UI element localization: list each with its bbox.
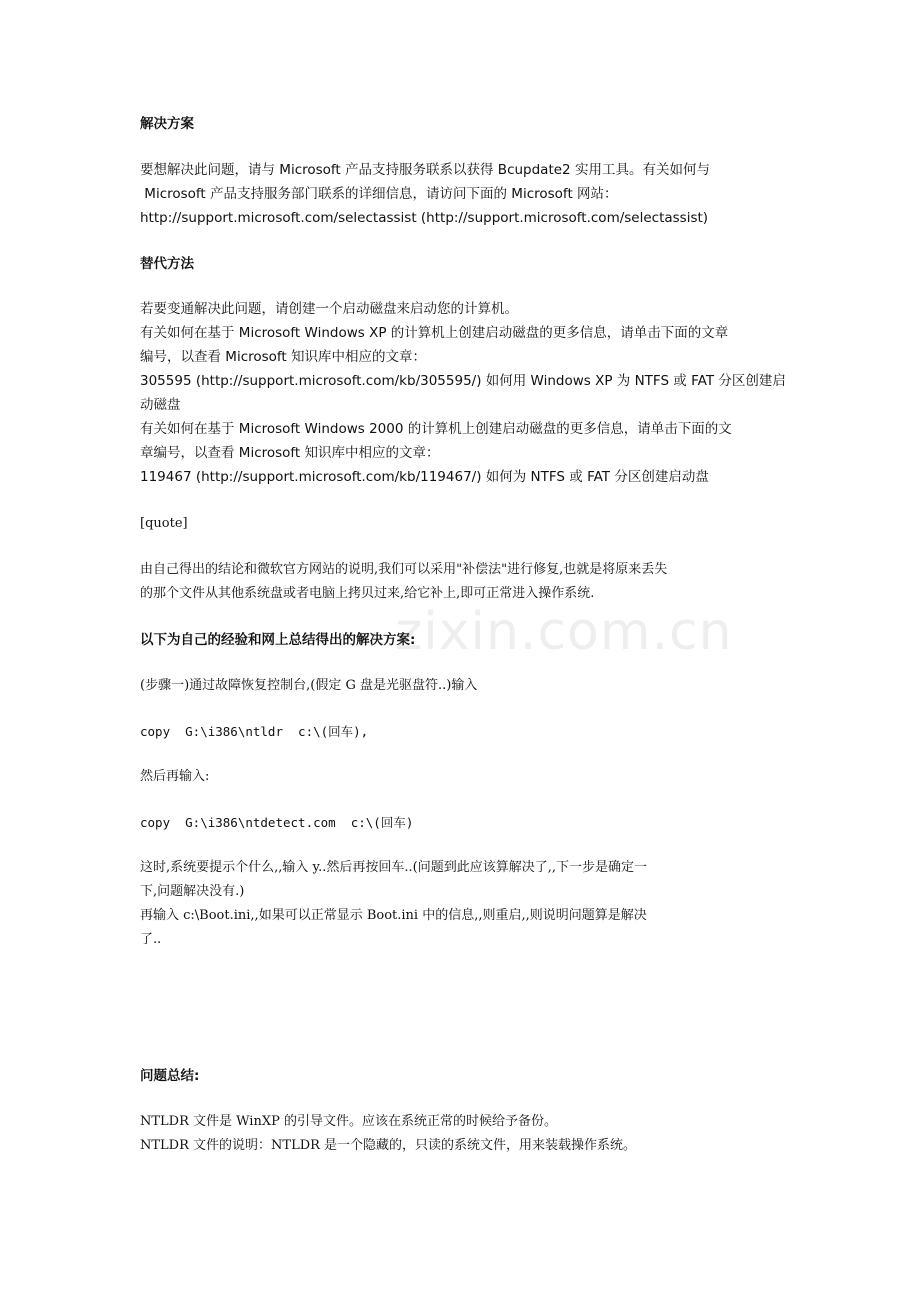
conclusion-line: 由自己得出的结论和微软官方网站的说明,我们可以采用"补偿法"进行修复,也就是将原来丢失 [140,562,668,577]
paragraph-line: 要想解决此问题，请与 Microsoft 产品支持服务联系以获得 Bcupdate2 实用工具。有关如何与 [140,162,710,178]
paragraph-line: 有关如何在基于 Microsoft Windows XP 的计算机上创建启动磁盘的更多信息，请单击下面的文章 [140,325,729,341]
paragraph-line: 动磁盘 [140,397,181,413]
paragraph-line: 章编号，以查看 Microsoft 知识库中相应的文章： [140,445,440,461]
summary-line: NTLDR 文件的说明：NTLDR 是一个隐藏的，只读的系统文件，用来装载操作系统。 [140,1138,637,1153]
then-text: 然后再输入: [140,769,210,784]
paragraph-line: 再输入 c:\Boot.ini,,如果可以正常显示 Boot.ini 中的信息,,则重启,,则说明问题算是解决 [140,908,647,923]
paragraph-line: 若要变通解决此问题，请创建一个启动磁盘来启动您的计算机。 [140,301,518,317]
paragraph-line: Microsoft 产品支持服务部门联系的详细信息，请访问下面的 Microsoft 网站： [140,186,618,202]
command-line: copy G:\i386\ntldr c:\(回车), [140,724,369,739]
paragraph-line: 305595 (http://support.microsoft.com/kb/305595/) 如何用 Windows XP 为 NTFS 或 FAT 分区创建启 [140,373,786,389]
paragraph-line: 下,问题解决没有.) [140,884,245,899]
step-one-text: (步骤一)通过故障恢复控制台,(假定 G 盘是光驱盘符..)输入 [140,678,478,693]
heading-own-solution: 以下为自己的经验和网上总结得出的解决方案: [140,632,416,648]
quote-tag: [quote] [140,516,188,531]
paragraph-line: 编号，以查看 Microsoft 知识库中相应的文章： [140,349,427,365]
paragraph-line: 了.. [140,932,162,947]
conclusion-line: 的那个文件从其他系统盘或者电脑上拷贝过来,给它补上,即可正常进入操作系统. [140,586,595,601]
paragraph-line: 119467 (http://support.microsoft.com/kb/119467/) 如何为 NTFS 或 FAT 分区创建启动盘 [140,469,709,485]
summary-line: NTLDR 文件是 WinXP 的引导文件。应该在系统正常的时候给予备份。 [140,1114,557,1129]
watermark: zixin.com.cn [395,602,733,662]
heading-summary: 问题总结: [140,1068,200,1084]
paragraph-line: 这时,系统要提示个什么,,输入 y..然后再按回车..(问题到此应该算解决了,,下一步是确定一 [140,860,648,875]
url-line: http://support.microsoft.com/selectassist (http://support.microsoft.com/selectassist) [140,210,709,226]
heading-solution: 解决方案 [140,116,194,132]
paragraph-line: 有关如何在基于 Microsoft Windows 2000 的计算机上创建启动磁盘的更多信息，请单击下面的文 [140,421,732,437]
heading-workaround: 替代方法 [140,256,194,272]
command-line: copy G:\i386\ntdetect.com c:\(回车) [140,815,414,830]
